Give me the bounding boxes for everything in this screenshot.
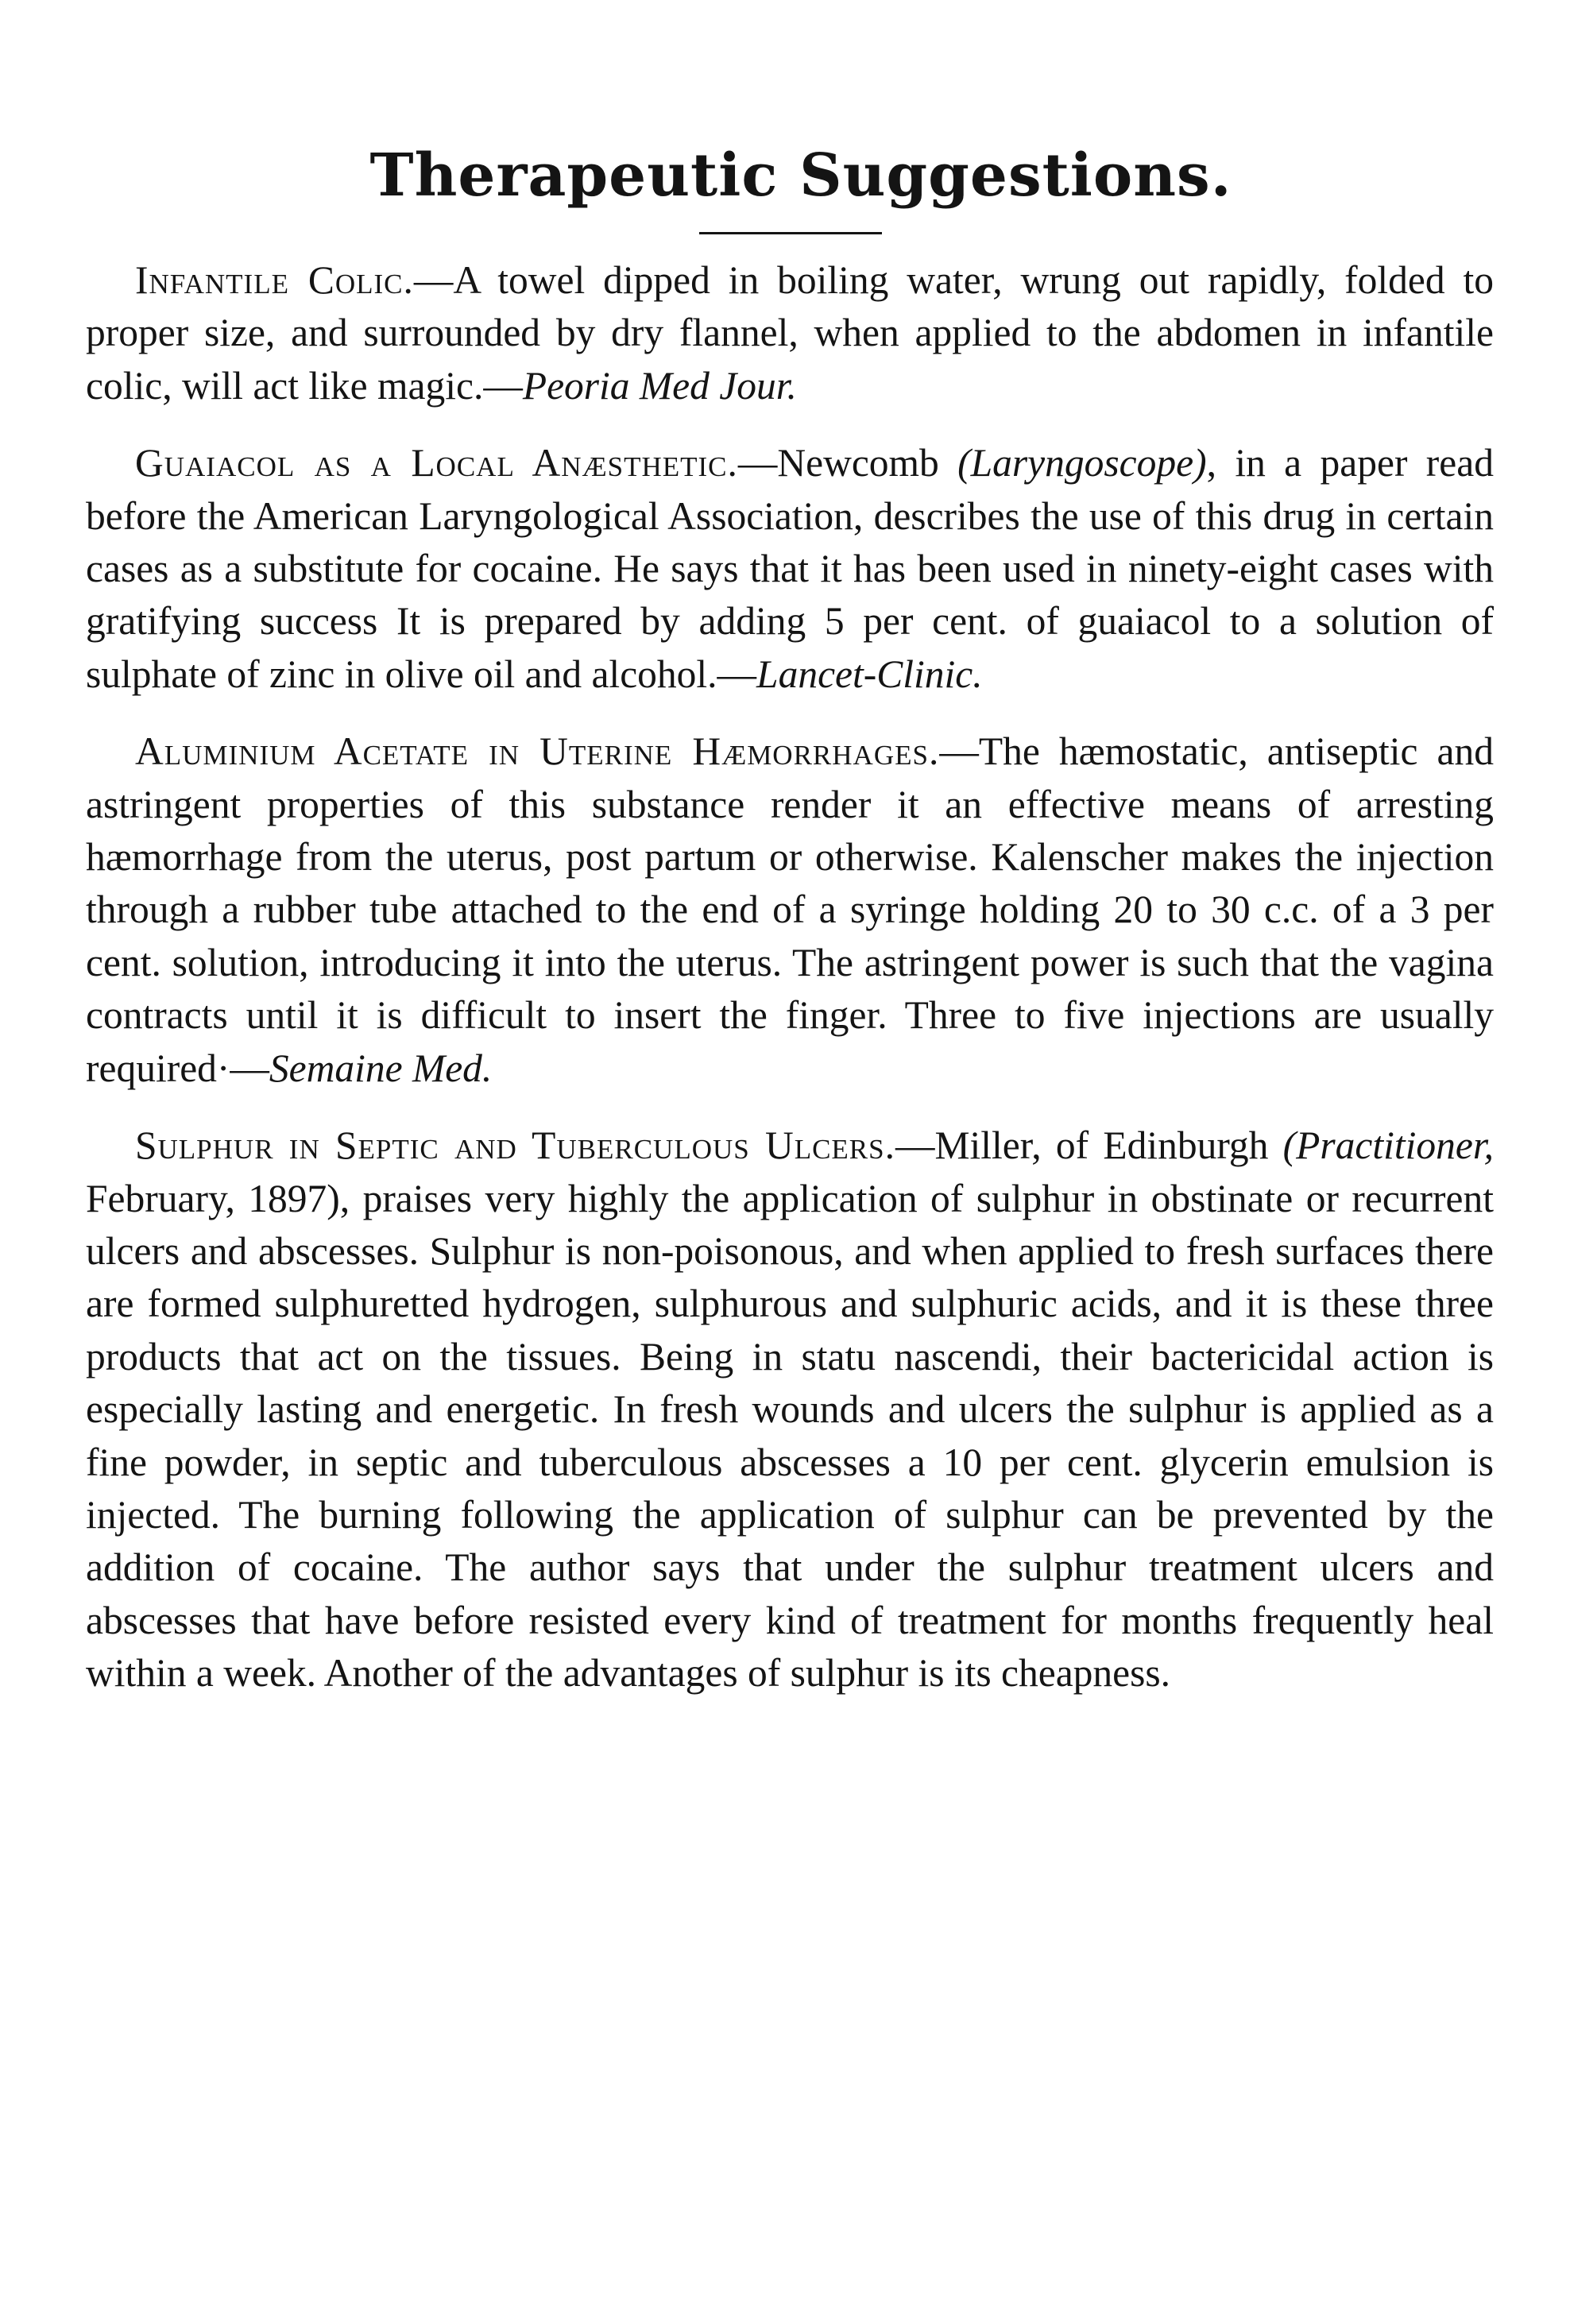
page-title: Therapeutic Suggestions.: [369, 141, 1232, 210]
paragraph-heading: Aluminium Acetate in Uterine Hæmorrhages.: [135, 729, 940, 774]
paragraph-aluminium-acetate: [86, 725, 1494, 1095]
paragraph-guaiacol: [86, 437, 1494, 701]
paragraph-heading: Infantile Colic.: [135, 258, 414, 302]
paragraph-citation: (Laryngoscope): [957, 441, 1207, 485]
paragraph-source: Semaine Med.: [269, 1046, 493, 1090]
paragraph-text-lead: —Miller, of Edinburgh: [895, 1123, 1283, 1168]
paragraph-citation: (Practitioner,: [1282, 1123, 1494, 1168]
paragraph-infantile-colic: [86, 254, 1494, 412]
paragraph-source: Peoria Med Jour.: [522, 363, 797, 408]
paragraph-heading: Sulphur in Septic and Tuberculous Ulcers.: [135, 1123, 895, 1168]
paragraph-text-lead: —Newcomb: [737, 441, 958, 485]
title-divider: [699, 232, 882, 234]
paragraph-text: —A towel dipped in boiling water, wrung out rapidly, folded to proper size, and surrounded by dry flannel, when applied to the abdomen in infantile colic, will act like magic.—: [86, 258, 1494, 408]
article-body: [86, 254, 1494, 1725]
paragraph-text: February, 1897), praises very highly the application of sulphur in obstinate or recurrent ulcers and abscesses. Sulphur is non-poisonous, and when applied to fresh surfaces there are formed sulphuretted hydrogen, sulphurous and sulphuric acids, and it is these three products that act on the tissues. Being in statu nascendi, their bactericidal action is especially lasting and energetic. In fresh wounds and ulcers the sulphur is applied as a fine powder, in septic and tuberculous abscesses a 10 per cent. glycerin emulsion is injected. The burning following the application of sulphur can be prevented by the addition of cocaine. The author says that under the sulphur treatment ulcers and abscesses that have before resisted every kind of treatment for months frequently heal within a week. Another of the advantages of sulphur is its cheapness.: [86, 1176, 1494, 1696]
paragraph-source: Lancet-Clinic.: [756, 652, 983, 696]
paragraph-text: , in a paper read before the American Laryngological Association, describes the use of this drug in certain cases as a substitute for cocaine. He says that it has been used in ninety-eight cases with gratifying success It is prepared by adding 5 per cent. of guaiacol to a solution of sulphate of zinc in olive oil and alcohol.—: [86, 441, 1494, 696]
paragraph-text: —The hæmostatic, antiseptic and astringent properties of this substance render it an effective means of arresting hæmorrhage from the uterus, post partum or otherwise. Kalenscher makes the injection through a rubber tube attached to the end of a syringe holding 20 to 30 c.c. of a 3 per cent. solution, introducing it into the uterus. The astringent power is such that the vagina contracts until it is difficult to insert the finger. Three to five injections are usually required·—: [86, 729, 1494, 1090]
paragraph-sulphur: [86, 1119, 1494, 1699]
paragraph-heading: Guaiacol as a Local Anæsthetic.: [135, 441, 738, 485]
